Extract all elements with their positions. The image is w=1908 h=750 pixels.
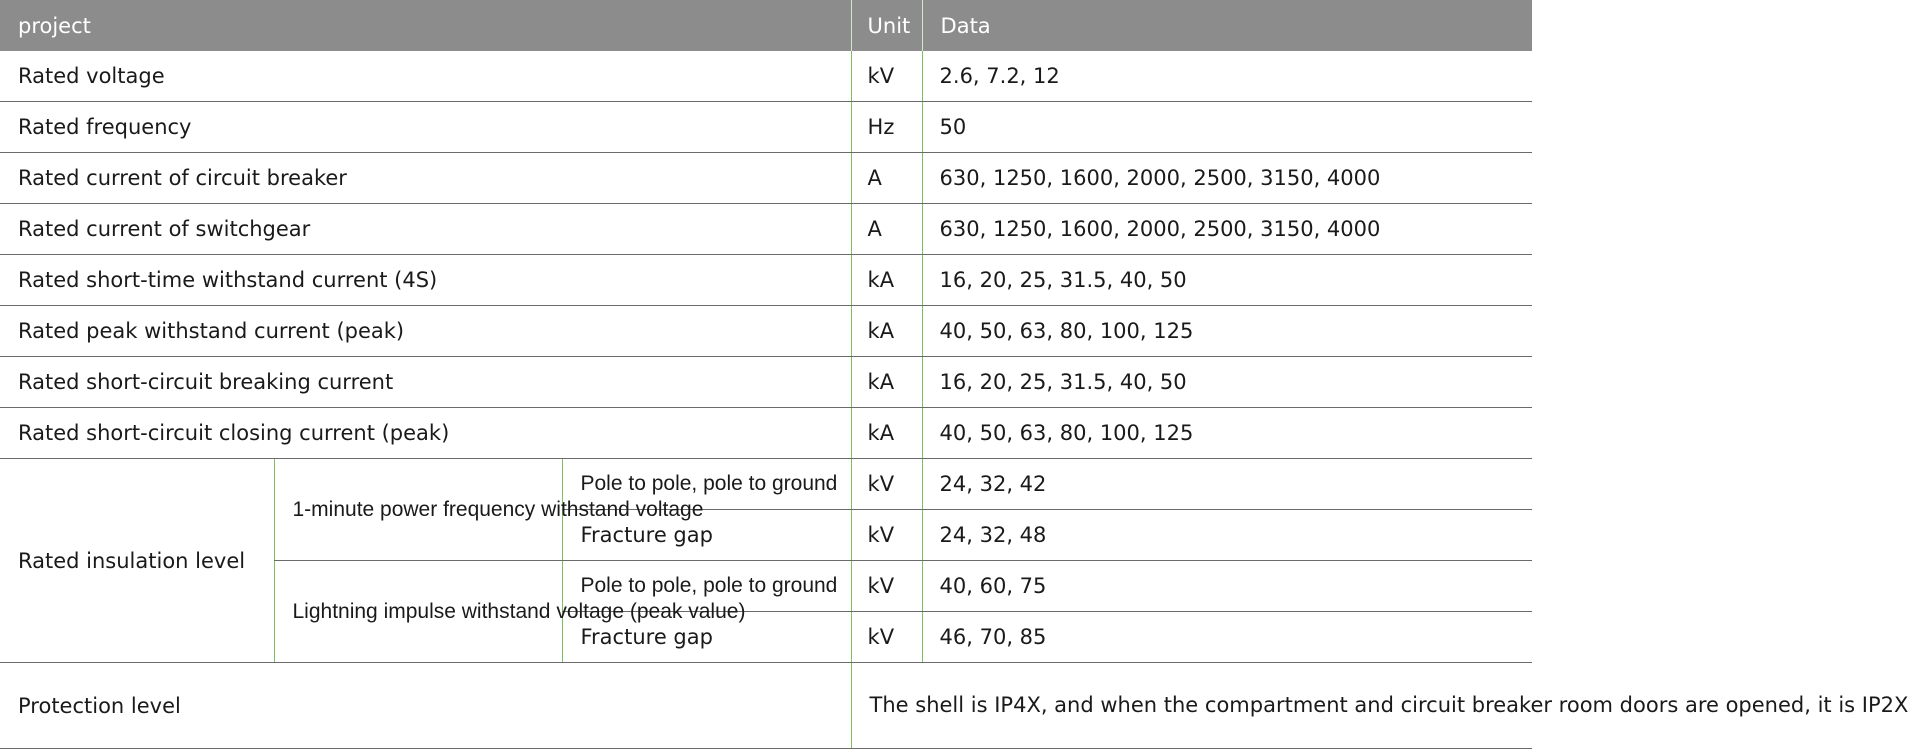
row-project: Rated short-circuit breaking current [0,357,851,408]
table-row [0,204,1532,255]
insulation-group-label: Lightning impulse withstand voltage (peak value) [274,561,562,663]
table-row [0,306,1532,357]
row-data: 40, 50, 63, 80, 100, 125 [922,306,1532,357]
row-data: 40, 50, 63, 80, 100, 125 [922,408,1532,459]
row-unit: A [851,204,922,255]
insulation-unit: kV [851,612,922,663]
row-data: 630, 1250, 1600, 2000, 2500, 3150, 4000 [922,204,1532,255]
insulation-data: 24, 32, 48 [922,510,1532,561]
row-data: 16, 20, 25, 31.5, 40, 50 [922,255,1532,306]
insulation-data: 40, 60, 75 [922,561,1532,612]
row-project: Rated voltage [0,51,851,102]
table-row [0,255,1532,306]
insulation-data: 24, 32, 42 [922,459,1532,510]
table-row [0,51,1532,102]
row-project: Rated short-time withstand current (4S) [0,255,851,306]
insulation-data: 46, 70, 85 [922,612,1532,663]
insulation-group-label: 1-minute power frequency withstand voltage [274,459,562,561]
row-unit: Hz [851,102,922,153]
protection-row [0,663,1532,749]
row-unit: kV [851,51,922,102]
row-data: 16, 20, 25, 31.5, 40, 50 [922,357,1532,408]
insulation-condition: Pole to pole, pole to ground [562,561,851,612]
row-unit: kA [851,357,922,408]
header-data: Data [922,0,1532,51]
insulation-label: Rated insulation level [0,459,274,663]
row-project: Rated current of switchgear [0,204,851,255]
insulation-row [0,459,1532,510]
insulation-unit: kV [851,561,922,612]
table-row [0,357,1532,408]
row-unit: kA [851,255,922,306]
protection-data: The shell is IP4X, and when the compartment and circuit breaker room doors are opened, it is IP2X [851,663,1532,749]
insulation-unit: kV [851,459,922,510]
row-project: Rated current of circuit breaker [0,153,851,204]
row-data: 2.6, 7.2, 12 [922,51,1532,102]
table-row [0,153,1532,204]
header-unit: Unit [851,0,922,51]
insulation-condition: Pole to pole, pole to ground [562,459,851,510]
insulation-condition: Fracture gap [562,612,851,663]
row-data: 50 [922,102,1532,153]
table-row [0,408,1532,459]
row-unit: kA [851,306,922,357]
row-project: Rated peak withstand current (peak) [0,306,851,357]
row-unit: A [851,153,922,204]
insulation-unit: kV [851,510,922,561]
row-unit: kA [851,408,922,459]
row-project: Rated frequency [0,102,851,153]
insulation-condition: Fracture gap [562,510,851,561]
table-row [0,102,1532,153]
row-project: Rated short-circuit closing current (peak) [0,408,851,459]
header-project: project [0,0,851,51]
row-data: 630, 1250, 1600, 2000, 2500, 3150, 4000 [922,153,1532,204]
protection-label: Protection level [0,663,851,749]
table-header-row [0,0,1532,51]
